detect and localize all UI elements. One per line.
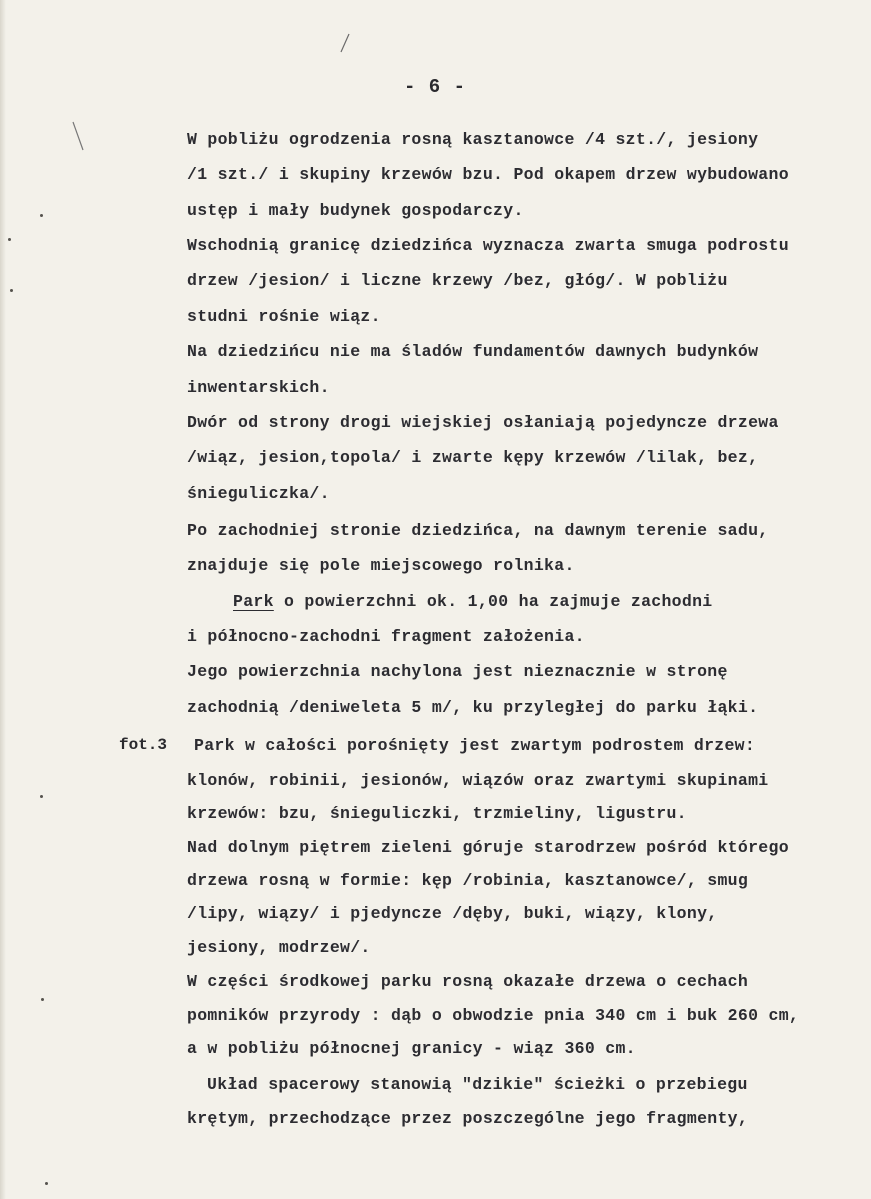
text-line: /1 szt./ i skupiny krzewów bzu. Pod okapem drzew wybudowano [187,165,789,184]
text-line: /wiąz, jesion,topola/ i zwarte kępy krzewów /lilak, bez, [187,448,759,467]
text-line: W części środkowej parku rosną okazałe drzewa o cechach [187,972,749,991]
text-line: studni rośnie wiąz. [187,307,381,326]
text-line: Nad dolnym piętrem zieleni góruje starodrzew pośród którego [187,838,789,857]
text-line: o powierzchni ok. 1,00 ha zajmuje zachodni [284,592,713,611]
punch-dot [41,998,44,1001]
park-heading: Park [233,592,274,611]
text-line: Dwór od strony drogi wiejskiej osłaniają pojedyncze drzewa [187,413,779,432]
text-line: drzewa rosną w formie: kęp /robinia, kasztanowce/, smug [187,871,749,890]
punch-dot [40,214,43,217]
text-line: krzewów: bzu, śnieguliczki, trzmieliny, ligustru. [187,804,687,823]
text-line: Park w całości porośnięty jest zwartym podrostem drzew: [194,736,756,755]
text-line: Układ spacerowy stanowią "dzikie" ścieżki o przebiegu [207,1075,748,1094]
punch-dot [10,289,13,292]
punch-dot [45,1182,48,1185]
text-line: ustęp i mały budynek gospodarczy. [187,201,524,220]
text-line: W pobliżu ogrodzenia rosną kasztanowce /4 szt./, jesiony [187,130,759,149]
text-line: pomników przyrody : dąb o obwodzie pnia 340 cm i buk 260 cm, [187,1006,800,1025]
text-line: Na dziedzińcu nie ma śladów fundamentów dawnych budynków [187,342,759,361]
text-line: jesiony, modrzew/. [187,938,371,957]
punch-dot [8,238,11,241]
text-line: /lipy, wiązy/ i pjedyncze /dęby, buki, wiązy, klony, [187,904,718,923]
page-number: - 6 - [404,76,467,98]
text-line: Po zachodniej stronie dziedzińca, na dawnym terenie sadu, [187,521,769,540]
text-line: i północno-zachodni fragment założenia. [187,627,585,646]
text-line: drzew /jesion/ i liczne krzewy /bez, głóg/. W pobliżu [187,271,728,290]
punch-dot [40,795,43,798]
text-line: a w pobliżu północnej granicy - wiąz 360 cm. [187,1039,636,1058]
park-paragraph-line [233,592,712,611]
text-line: inwentarskich. [187,378,330,397]
text-line: klonów, robinii, jesionów, wiązów oraz zwartymi skupinami [187,771,769,790]
page-edge-shadow [0,0,6,1199]
margin-photo-reference: fot.3 [119,736,168,754]
text-line: Wschodnią granicę dziedzińca wyznacza zwarta smuga podrostu [187,236,789,255]
text-line: śnieguliczka/. [187,484,330,503]
text-line: Jego powierzchnia nachylona jest nieznacznie w stronę [187,662,728,681]
text-line: zachodnią /deniweleta 5 m/, ku przyległej do parku łąki. [187,698,759,717]
text-line: znajduje się pole miejscowego rolnika. [187,556,575,575]
text-line: krętym, przechodzące przez poszczególne jego fragmenty, [187,1109,749,1128]
